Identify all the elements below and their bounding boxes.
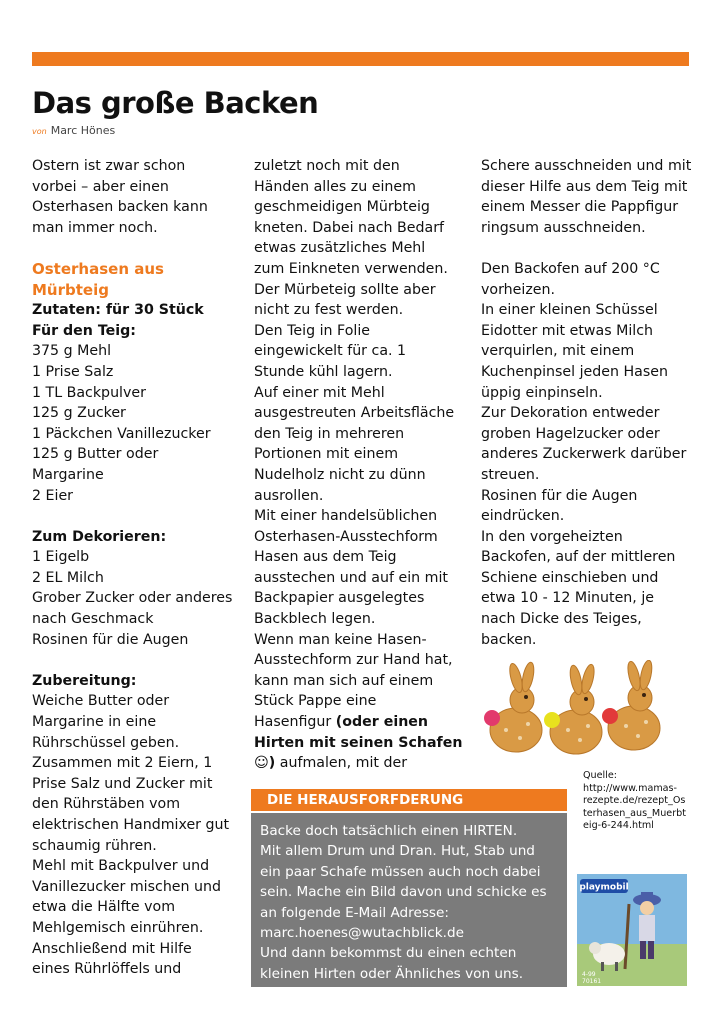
challenge-line: an folgende E-Mail Adresse: xyxy=(260,904,449,921)
ingredient-item: 2 Eier xyxy=(32,487,74,504)
recipe-title: Mürbteig xyxy=(32,280,109,299)
source-line: http://www.mamas- xyxy=(583,782,678,794)
text-line: Mehlgemisch einrühren. xyxy=(32,919,204,936)
text-line: Schiene einschieben und xyxy=(481,569,659,586)
text-line: vorheizen. xyxy=(481,281,555,298)
smiley-icon: ☺ xyxy=(254,755,269,772)
text-line: ausrollen. xyxy=(254,487,324,504)
intro-line: man immer noch. xyxy=(32,219,158,236)
text-line: Hasen aus dem Teig xyxy=(254,549,397,566)
top-accent-bar xyxy=(32,52,689,66)
author-name: Marc Hönes xyxy=(50,124,116,137)
dekor-item: nach Geschmack xyxy=(32,611,154,628)
zutaten-label: Zutaten: für 30 Stück xyxy=(32,302,204,319)
text-line: backen. xyxy=(481,631,537,648)
playmobil-shepherd-image xyxy=(577,874,687,986)
ingredient-item: Margarine xyxy=(32,466,104,483)
text-line: Den Teig in Folie xyxy=(254,322,370,339)
text-line: Stück Pappe eine xyxy=(254,693,377,710)
text-line: In einer kleinen Schüssel xyxy=(481,302,658,319)
text-line: etwas zusätzliches Mehl xyxy=(254,240,426,257)
text-line: schaumig rühren. xyxy=(32,837,157,854)
text-line: In den vorgeheizten xyxy=(481,528,623,545)
text-line: streuen. xyxy=(481,466,540,483)
text-line: Zusammen mit 2 Eiern, 1 xyxy=(32,755,213,772)
text-line: Osterhasen-Ausstechform xyxy=(254,528,438,545)
text-line: Mehl mit Backpulver und xyxy=(32,858,210,875)
byline-prefix: von xyxy=(32,127,47,136)
text-line: Händen alles zu einem xyxy=(254,178,416,195)
text-line: Prise Salz und Zucker mit xyxy=(32,775,213,792)
text-segment: aufmalen, mit der xyxy=(275,755,408,772)
byline xyxy=(32,124,115,137)
ingredient-item: 1 TL Backpulver xyxy=(32,384,146,401)
text-line: Kuchenpinsel jeden Hasen xyxy=(481,363,668,380)
text-line: Auf einer mit Mehl xyxy=(254,384,385,401)
challenge-line: Backe doch tatsächlich einen HIRTEN. xyxy=(260,823,518,839)
text-line: den Rührstäben vom xyxy=(32,796,181,813)
text-line: Der Mürbeteig sollte aber xyxy=(254,281,436,298)
challenge-line: Mit allem Drum und Dran. Hut, Stab und xyxy=(260,843,535,860)
challenge-line: Und dann bekommst du einen echten xyxy=(260,945,517,962)
text-line: Backofen, auf der mittleren xyxy=(481,549,676,566)
ingredient-item: 1 Prise Salz xyxy=(32,363,114,380)
ingredient-item: 1 Päckchen Vanillezucker xyxy=(32,425,211,442)
text-line-bold: Hirten mit seinen Schafen xyxy=(254,734,463,751)
text-segment: Hasenfigur xyxy=(254,714,336,731)
text-line: Backblech legen. xyxy=(254,611,376,628)
text-line: Portionen mit einem xyxy=(254,446,399,463)
text-line: Nudelholz nicht zu dünn xyxy=(254,466,426,483)
text-line: anderes Zuckerwerk darüber xyxy=(481,446,687,463)
intro-line: vorbei – aber einen xyxy=(32,178,169,195)
text-line: Margarine in eine xyxy=(32,714,157,731)
challenge-line: sein. Mache ein Bild davon und schicke es xyxy=(260,884,547,901)
text-line: eindrücken. xyxy=(481,508,565,525)
dekor-item: Grober Zucker oder anderes xyxy=(32,590,233,607)
text-line: Wenn man keine Hasen- xyxy=(254,631,427,648)
text-line: Rosinen für die Augen xyxy=(481,487,638,504)
text-line: zuletzt noch mit den xyxy=(254,158,400,174)
source-line: eig-6-244.html xyxy=(583,820,654,832)
text-line: geschmeidigen Mürbteig xyxy=(254,199,430,216)
brand-logo: playmobil xyxy=(579,882,629,893)
text-line: Rührschüssel geben. xyxy=(32,734,180,751)
challenge-line: kleinen Hirten oder Ähnliches von uns. xyxy=(260,965,524,982)
dekor-item: 2 EL Milch xyxy=(32,569,104,586)
intro-line: Osterhasen backen kann xyxy=(32,199,208,216)
challenge-line: ein paar Schafe müssen auch noch dabei xyxy=(260,863,541,880)
text-line: Den Backofen auf 200 °C xyxy=(481,260,660,277)
bold-segment: ) xyxy=(268,755,276,772)
image-source xyxy=(583,770,686,833)
text-line: ausgestreuten Arbeitsfläche xyxy=(254,405,455,422)
easter-bunny-cookies-image xyxy=(476,660,686,760)
text-line: Weiche Butter oder xyxy=(32,693,170,710)
text-line: einem Messer die Pappfigur xyxy=(481,199,679,216)
article-title: Das große Backen xyxy=(32,86,319,120)
text-line: elektrischen Handmixer gut xyxy=(32,817,230,833)
text-line: Eidotter mit etwas Milch xyxy=(481,322,654,339)
recipe-title: Osterhasen aus xyxy=(32,259,164,278)
column-1 xyxy=(32,156,242,980)
bold-segment: (oder einen xyxy=(335,714,429,731)
text-line: zum Einkneten verwenden. xyxy=(254,260,448,277)
text-line: kann man sich auf einem xyxy=(254,672,434,689)
challenge-label: DIE HERAUSFORFDERUNG xyxy=(251,789,567,811)
text-line: nach Dicke des Teiges, xyxy=(481,611,642,628)
source-line: rezepte.de/rezept_Os xyxy=(583,795,686,807)
text-line: ringsum ausschneiden. xyxy=(481,219,646,236)
text-line: dieser Hilfe aus dem Teig mit xyxy=(481,178,688,195)
text-line: Vanillezucker mischen und xyxy=(32,878,222,895)
dekor-item: 1 Eigelb xyxy=(32,549,90,566)
text-line: ausstechen und auf ein mit xyxy=(254,569,448,586)
intro-line: Ostern ist zwar schon xyxy=(32,158,186,174)
product-age: 4-99 xyxy=(582,971,596,978)
column-3 xyxy=(481,156,696,650)
text-line-mixed xyxy=(254,753,469,774)
text-line: Anschließend mit Hilfe xyxy=(32,940,192,957)
source-line: terhasen_aus_Muerbt xyxy=(583,807,686,819)
source-line: Quelle: xyxy=(583,770,617,781)
text-line: üppig einpinseln. xyxy=(481,384,603,401)
text-line: verquirlen, mit einem xyxy=(481,343,635,360)
product-number: 70161 xyxy=(582,978,602,985)
text-line: nicht zu fest werden. xyxy=(254,302,404,319)
text-line: Stunde kühl lagern. xyxy=(254,363,393,380)
text-line: den Teig in mehreren xyxy=(254,425,405,442)
teig-label: Für den Teig: xyxy=(32,322,136,339)
text-line: groben Hagelzucker oder xyxy=(481,425,660,442)
text-line: etwa 10 - 12 Minuten, je xyxy=(481,590,654,607)
ingredient-item: 375 g Mehl xyxy=(32,343,112,360)
text-line: Mit einer handelsüblichen xyxy=(254,508,438,525)
column-2 xyxy=(254,156,469,774)
text-line: eingewickelt für ca. 1 xyxy=(254,343,407,360)
dekor-label: Zum Dekorieren: xyxy=(32,528,167,545)
text-line: etwa die Hälfte vom xyxy=(32,899,176,916)
dekor-item: Rosinen für die Augen xyxy=(32,631,189,648)
ingredient-item: 125 g Butter oder xyxy=(32,446,159,463)
text-line: Backpapier ausgelegtes xyxy=(254,590,425,607)
text-line: eines Rührlöffels und xyxy=(32,961,182,978)
text-line-mixed xyxy=(254,712,469,733)
text-line: Zur Dekoration entweder xyxy=(481,405,660,422)
email-address[interactable]: marc.hoenes@wutachblick.de xyxy=(260,925,464,942)
zubereitung-label: Zubereitung: xyxy=(32,672,137,689)
text-line: Schere ausschneiden und mit xyxy=(481,158,692,174)
text-line: Ausstechform zur Hand hat, xyxy=(254,652,453,669)
ingredient-item: 125 g Zucker xyxy=(32,405,126,422)
challenge-box xyxy=(251,813,567,987)
text-line: kneten. Dabei nach Bedarf xyxy=(254,219,445,236)
